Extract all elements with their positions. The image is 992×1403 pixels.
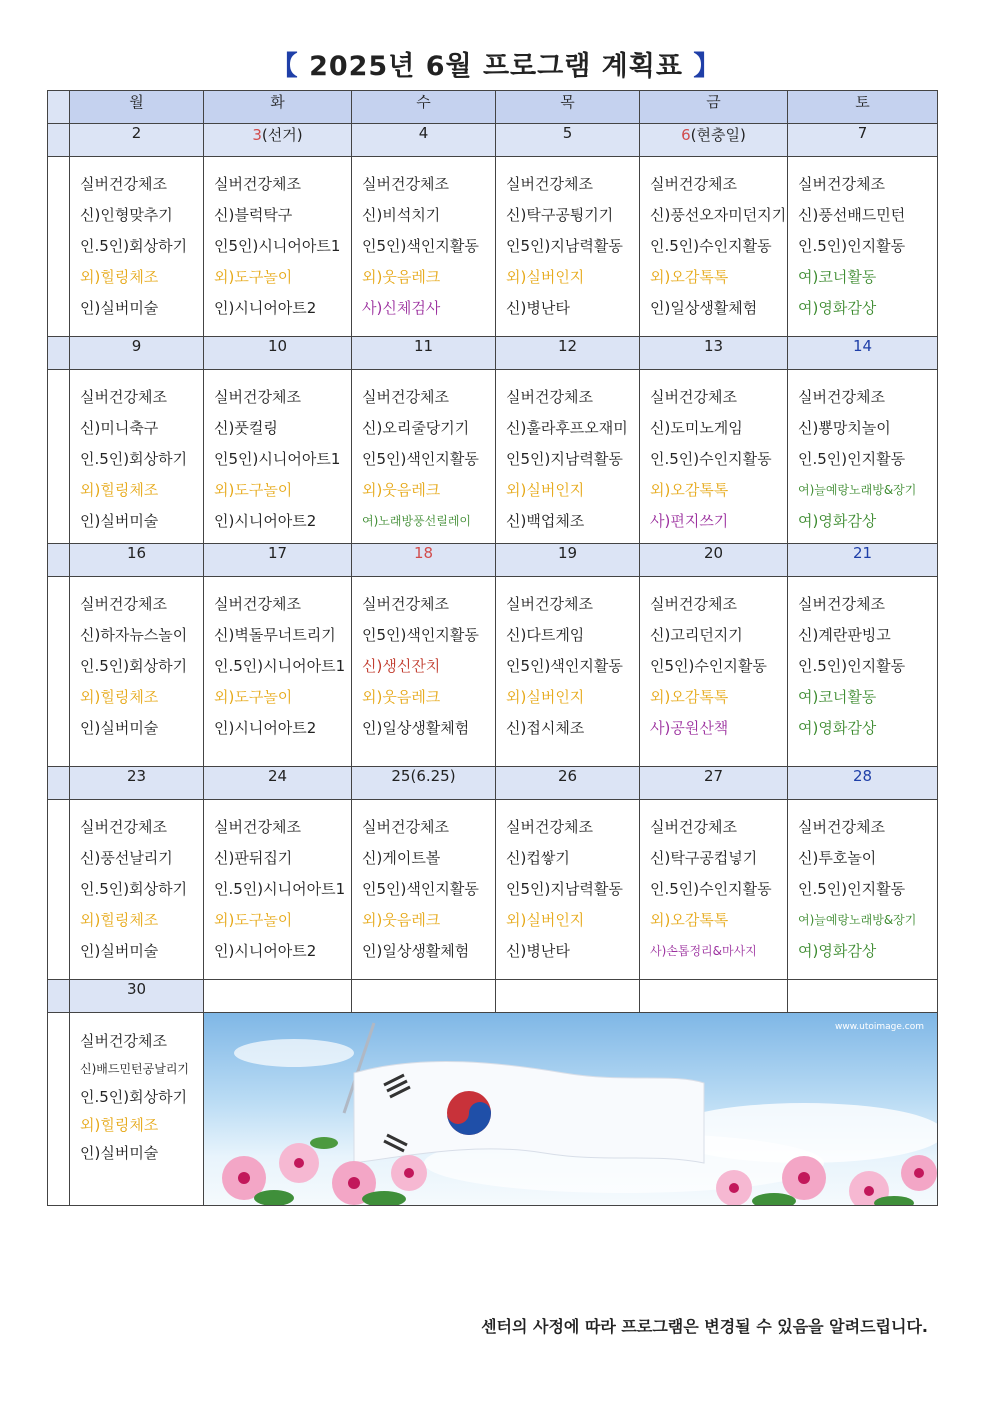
activity-item: 신)비석치기 [362, 206, 441, 224]
day-cell [788, 370, 938, 544]
date-cell [496, 544, 640, 577]
day-cell [352, 577, 496, 767]
activity-item: 인.5인)회상하기 [80, 657, 188, 675]
date-cell [70, 767, 204, 800]
activity-item: 인5인)색인지활동 [362, 880, 479, 898]
date-strip [48, 980, 70, 1013]
day-cell [70, 157, 204, 337]
date-note: (현충일) [690, 126, 746, 144]
empty-date-cell [204, 980, 352, 1013]
activity-list [496, 800, 639, 967]
day-cell [788, 157, 938, 337]
date-cell [352, 337, 496, 370]
activity-strip [48, 370, 70, 544]
activity-item: 인)실버미술 [80, 942, 159, 960]
day-cell [352, 157, 496, 337]
activity-item: 신)풋컬링 [214, 419, 278, 437]
date-strip [48, 124, 70, 157]
activity-item: 여)영화감상 [798, 299, 877, 317]
weekday-header: 금 [640, 91, 788, 124]
activity-item: 신)훌라후프오재미 [506, 419, 628, 437]
activity-item: 인)시니어아트2 [214, 942, 317, 960]
activity-list [788, 800, 937, 967]
activity-item: 신)도미노게임 [650, 419, 743, 437]
activity-item: 외)웃음레크 [362, 481, 441, 499]
date-number: 7 [857, 124, 868, 142]
title-bracket-right: 】 [693, 51, 722, 82]
empty-date-cell [352, 980, 496, 1013]
activity-item: 인)일상생활체험 [650, 299, 758, 317]
day-cell [70, 577, 204, 767]
date-number: 19 [557, 544, 578, 562]
date-cell [352, 124, 496, 157]
date-number: 21 [852, 544, 873, 562]
activity-item: 실버건강체조 [798, 818, 885, 836]
activity-item: 실버건강체조 [362, 175, 449, 193]
activity-row [48, 370, 938, 544]
activity-list [496, 577, 639, 744]
activity-item: 외)실버인지 [506, 268, 585, 286]
day-cell [352, 370, 496, 544]
activity-item: 신)판뒤집기 [214, 849, 293, 867]
activity-item: 여)코너활동 [798, 688, 877, 706]
activity-item: 실버건강체조 [650, 175, 737, 193]
date-number: 2 [131, 124, 142, 142]
day-cell [204, 157, 352, 337]
activity-strip [48, 800, 70, 980]
activity-item: 신)컵쌓기 [506, 849, 570, 867]
activity-row [48, 577, 938, 767]
weekday-header: 화 [204, 91, 352, 124]
activity-item: 여)노래방풍선릴레이 [362, 514, 472, 528]
activity-list [788, 370, 937, 537]
date-cell [496, 337, 640, 370]
activity-list [70, 1013, 203, 1167]
activity-item: 실버건강체조 [80, 818, 167, 836]
day-cell [70, 370, 204, 544]
date-cell [70, 544, 204, 577]
activity-item: 실버건강체조 [80, 388, 167, 406]
weekday-header: 토 [788, 91, 938, 124]
activity-strip [48, 1013, 70, 1206]
activity-item: 신)인형맞추기 [80, 206, 173, 224]
date-number: 14 [852, 337, 873, 355]
date-number: 18 [413, 544, 434, 562]
date-number: 10 [267, 337, 288, 355]
date-cell [640, 767, 788, 800]
activity-item: 인5인)시니어아트1 [214, 450, 341, 468]
activity-item: 인)실버미술 [80, 1144, 159, 1162]
empty-date-cell [496, 980, 640, 1013]
activity-item: 실버건강체조 [80, 595, 167, 613]
activity-item: 인.5인)수인지활동 [650, 450, 772, 468]
date-number: 26 [557, 767, 578, 785]
day-cell [640, 370, 788, 544]
activity-item: 실버건강체조 [214, 595, 301, 613]
date-number: 25(6.25) [391, 767, 456, 785]
activity-row [48, 157, 938, 337]
activity-list [496, 157, 639, 324]
activity-item: 인.5인)인지활동 [798, 880, 906, 898]
activity-item: 신)계란판빙고 [798, 626, 891, 644]
date-cell [204, 337, 352, 370]
activity-item: 신)하자뉴스놀이 [80, 626, 188, 644]
activity-item: 신)접시체조 [506, 719, 585, 737]
activity-list [640, 800, 787, 967]
activity-row [48, 1013, 938, 1206]
activity-item: 외)실버인지 [506, 911, 585, 929]
activity-item: 실버건강체조 [214, 388, 301, 406]
day-cell [70, 800, 204, 980]
activity-item: 외)실버인지 [506, 481, 585, 499]
empty-date-cell [788, 980, 938, 1013]
activity-item: 인5인)지남력활동 [506, 450, 623, 468]
date-strip [48, 337, 70, 370]
activity-item: 신)탁구공튕기기 [506, 206, 614, 224]
activity-item: 신)벽돌무너트리기 [214, 626, 336, 644]
activity-item: 여)늘예랑노래방&장기 [798, 483, 917, 497]
weekday-header: 목 [496, 91, 640, 124]
activity-item: 외)힐링체조 [80, 268, 159, 286]
title-bracket-left: 【 [270, 51, 299, 82]
activity-item: 외)오감톡톡 [650, 688, 729, 706]
activity-list [788, 577, 937, 744]
activity-item: 외)웃음레크 [362, 911, 441, 929]
activity-item: 인.5인)수인지활동 [650, 880, 772, 898]
day-cell [788, 577, 938, 767]
day-cell [496, 370, 640, 544]
date-cell [496, 124, 640, 157]
activity-list [352, 800, 495, 967]
activity-item: 실버건강체조 [798, 388, 885, 406]
activity-item: 인.5인)수인지활동 [650, 237, 772, 255]
activity-list [204, 577, 351, 744]
activity-item: 실버건강체조 [650, 818, 737, 836]
date-number: 11 [413, 337, 434, 355]
date-cell [788, 124, 938, 157]
activity-item: 인.5인)회상하기 [80, 1088, 188, 1106]
activity-item: 신)생신잔치 [362, 657, 441, 675]
activity-item: 실버건강체조 [650, 388, 737, 406]
activity-item: 인5인)색인지활동 [506, 657, 623, 675]
schedule-table [47, 90, 938, 1206]
activity-item: 실버건강체조 [362, 818, 449, 836]
date-strip [48, 544, 70, 577]
activity-item: 신)미니축구 [80, 419, 159, 437]
date-number: 30 [126, 980, 147, 998]
activity-list [352, 157, 495, 324]
date-cell [640, 337, 788, 370]
day-cell [352, 800, 496, 980]
activity-item: 인)시니어아트2 [214, 299, 317, 317]
date-row [48, 767, 938, 800]
weekday-header-row [48, 91, 938, 124]
activity-item: 신)풍선날리기 [80, 849, 173, 867]
activity-item: 실버건강체조 [506, 175, 593, 193]
date-number: 12 [557, 337, 578, 355]
activity-item: 외)도구놀이 [214, 688, 293, 706]
activity-list [352, 577, 495, 744]
activity-item: 외)도구놀이 [214, 268, 293, 286]
activity-item: 인5인)색인지활동 [362, 450, 479, 468]
activity-item: 신)블럭탁구 [214, 206, 293, 224]
day-cell [204, 577, 352, 767]
activity-item: 외)웃음레크 [362, 688, 441, 706]
date-cell [788, 337, 938, 370]
date-row [48, 980, 938, 1013]
activity-item: 인5인)색인지활동 [362, 237, 479, 255]
day-cell [496, 800, 640, 980]
day-cell [496, 577, 640, 767]
flag-illustration-cell [204, 1013, 938, 1206]
activity-item: 실버건강체조 [506, 388, 593, 406]
activity-item: 인.5인)회상하기 [80, 880, 188, 898]
activity-item: 사)손톱정리&마사지 [650, 944, 757, 958]
activity-item: 인5인)수인지활동 [650, 657, 767, 675]
date-cell [496, 767, 640, 800]
date-cell [788, 544, 938, 577]
weekday-header: 월 [70, 91, 204, 124]
activity-list [204, 157, 351, 324]
day-cell [204, 800, 352, 980]
date-number: 16 [126, 544, 147, 562]
date-number: 4 [418, 124, 429, 142]
date-cell [352, 544, 496, 577]
activity-item: 여)영화감상 [798, 942, 877, 960]
activity-list [640, 370, 787, 537]
activity-item: 실버건강체조 [650, 595, 737, 613]
date-cell [70, 980, 204, 1013]
activity-item: 인5인)지남력활동 [506, 237, 623, 255]
date-cell [640, 544, 788, 577]
activity-list [788, 157, 937, 324]
activity-item: 인.5인)인지활동 [798, 237, 906, 255]
activity-list [70, 157, 203, 324]
date-number: 27 [703, 767, 724, 785]
activity-item: 신)투호놀이 [798, 849, 877, 867]
activity-item: 신)병난타 [506, 942, 570, 960]
date-number: 5 [562, 124, 573, 142]
day-cell [640, 577, 788, 767]
activity-item: 실버건강체조 [506, 595, 593, 613]
weekday-header: 수 [352, 91, 496, 124]
activity-item: 실버건강체조 [798, 595, 885, 613]
activity-item: 신)병난타 [506, 299, 570, 317]
activity-item: 신)다트게임 [506, 626, 585, 644]
activity-item: 실버건강체조 [506, 818, 593, 836]
activity-item: 신)풍선오자미던지기 [650, 206, 787, 224]
activity-item: 인5인)시니어아트1 [214, 237, 341, 255]
activity-strip [48, 577, 70, 767]
activity-item: 외)오감톡톡 [650, 481, 729, 499]
day-cell [788, 800, 938, 980]
activity-item: 신)오리줄당기기 [362, 419, 470, 437]
date-cell [788, 767, 938, 800]
image-watermark: www.utoimage.com [835, 1022, 924, 1032]
date-cell [204, 544, 352, 577]
day-cell [640, 800, 788, 980]
activity-item: 인.5인)인지활동 [798, 657, 906, 675]
date-cell [204, 767, 352, 800]
date-cell [70, 337, 204, 370]
activity-item: 인.5인)회상하기 [80, 237, 188, 255]
activity-item: 인.5인)회상하기 [80, 450, 188, 468]
activity-item: 외)힐링체조 [80, 1116, 159, 1134]
activity-item: 실버건강체조 [80, 1032, 167, 1050]
activity-item: 사)신체검사 [362, 299, 441, 317]
date-cell [352, 767, 496, 800]
activity-item: 실버건강체조 [80, 175, 167, 193]
activity-item: 인.5인)시니어아트1 [214, 880, 346, 898]
activity-list [496, 370, 639, 537]
date-cell [640, 124, 788, 157]
activity-item: 인)실버미술 [80, 299, 159, 317]
activity-item: 신)백업체조 [506, 512, 585, 530]
activity-item: 외)웃음레크 [362, 268, 441, 286]
activity-item: 사)공원산책 [650, 719, 729, 737]
activity-item: 사)편지쓰기 [650, 512, 729, 530]
activity-item: 외)오감톡톡 [650, 268, 729, 286]
activity-item: 실버건강체조 [214, 818, 301, 836]
date-number: 23 [126, 767, 147, 785]
date-row [48, 544, 938, 577]
activity-item: 신)탁구공컵넣기 [650, 849, 758, 867]
activity-item: 신)배드민턴공날리기 [80, 1062, 190, 1076]
activity-list [70, 800, 203, 967]
activity-item: 인)실버미술 [80, 719, 159, 737]
date-number: 20 [703, 544, 724, 562]
activity-row [48, 800, 938, 980]
activity-list [640, 157, 787, 324]
day-cell [70, 1013, 204, 1206]
activity-item: 여)코너활동 [798, 268, 877, 286]
flag-illustration [204, 1013, 937, 1205]
activity-item: 신)게이트볼 [362, 849, 441, 867]
date-number: 9 [131, 337, 142, 355]
activity-item: 인.5인)시니어아트1 [214, 657, 346, 675]
activity-item: 인)일상생활체험 [362, 719, 470, 737]
date-number: 3 [252, 126, 262, 144]
activity-item: 인)실버미술 [80, 512, 159, 530]
activity-item: 인)시니어아트2 [214, 512, 317, 530]
activity-item: 외)힐링체조 [80, 481, 159, 499]
activity-item: 외)힐링체조 [80, 911, 159, 929]
activity-item: 실버건강체조 [362, 595, 449, 613]
activity-item: 인.5인)인지활동 [798, 450, 906, 468]
day-cell [640, 157, 788, 337]
activity-item: 여)늘예랑노래방&장기 [798, 913, 917, 927]
activity-item: 외)실버인지 [506, 688, 585, 706]
activity-item: 신)뿅망치놀이 [798, 419, 891, 437]
activity-item: 외)오감톡톡 [650, 911, 729, 929]
date-cell [70, 124, 204, 157]
activity-list [204, 370, 351, 537]
activity-item: 외)힐링체조 [80, 688, 159, 706]
footer-note: 센터의 사정에 따라 프로그램은 변경될 수 있음을 알려드립니다. [481, 1317, 928, 1336]
activity-list [204, 800, 351, 967]
activity-item: 인5인)지남력활동 [506, 880, 623, 898]
activity-strip [48, 157, 70, 337]
date-number: 17 [267, 544, 288, 562]
activity-item: 실버건강체조 [362, 388, 449, 406]
date-strip [48, 767, 70, 800]
activity-item: 신)고리던지기 [650, 626, 743, 644]
activity-list [70, 577, 203, 744]
activity-item: 인5인)색인지활동 [362, 626, 479, 644]
date-number: 28 [852, 767, 873, 785]
activity-item: 실버건강체조 [798, 175, 885, 193]
title-text: 2025년 6월 프로그램 계획표 [309, 51, 683, 82]
activity-item: 외)도구놀이 [214, 481, 293, 499]
header-strip [48, 91, 70, 124]
date-number: 6 [681, 126, 691, 144]
activity-list [352, 370, 495, 537]
date-number: 13 [703, 337, 724, 355]
activity-list [640, 577, 787, 744]
activity-item: 여)영화감상 [798, 512, 877, 530]
date-cell [204, 124, 352, 157]
day-cell [496, 157, 640, 337]
date-row [48, 337, 938, 370]
date-row [48, 124, 938, 157]
activity-list [70, 370, 203, 537]
empty-date-cell [640, 980, 788, 1013]
day-cell [204, 370, 352, 544]
activity-item: 여)영화감상 [798, 719, 877, 737]
activity-item: 인)일상생활체험 [362, 942, 470, 960]
activity-item: 신)풍선배드민턴 [798, 206, 906, 224]
activity-item: 외)도구놀이 [214, 911, 293, 929]
activity-item: 실버건강체조 [214, 175, 301, 193]
korean-flag-image [204, 1013, 937, 1205]
date-number: 24 [267, 767, 288, 785]
date-note: (선거) [261, 126, 303, 144]
page-title [0, 44, 992, 83]
activity-item: 인)시니어아트2 [214, 719, 317, 737]
